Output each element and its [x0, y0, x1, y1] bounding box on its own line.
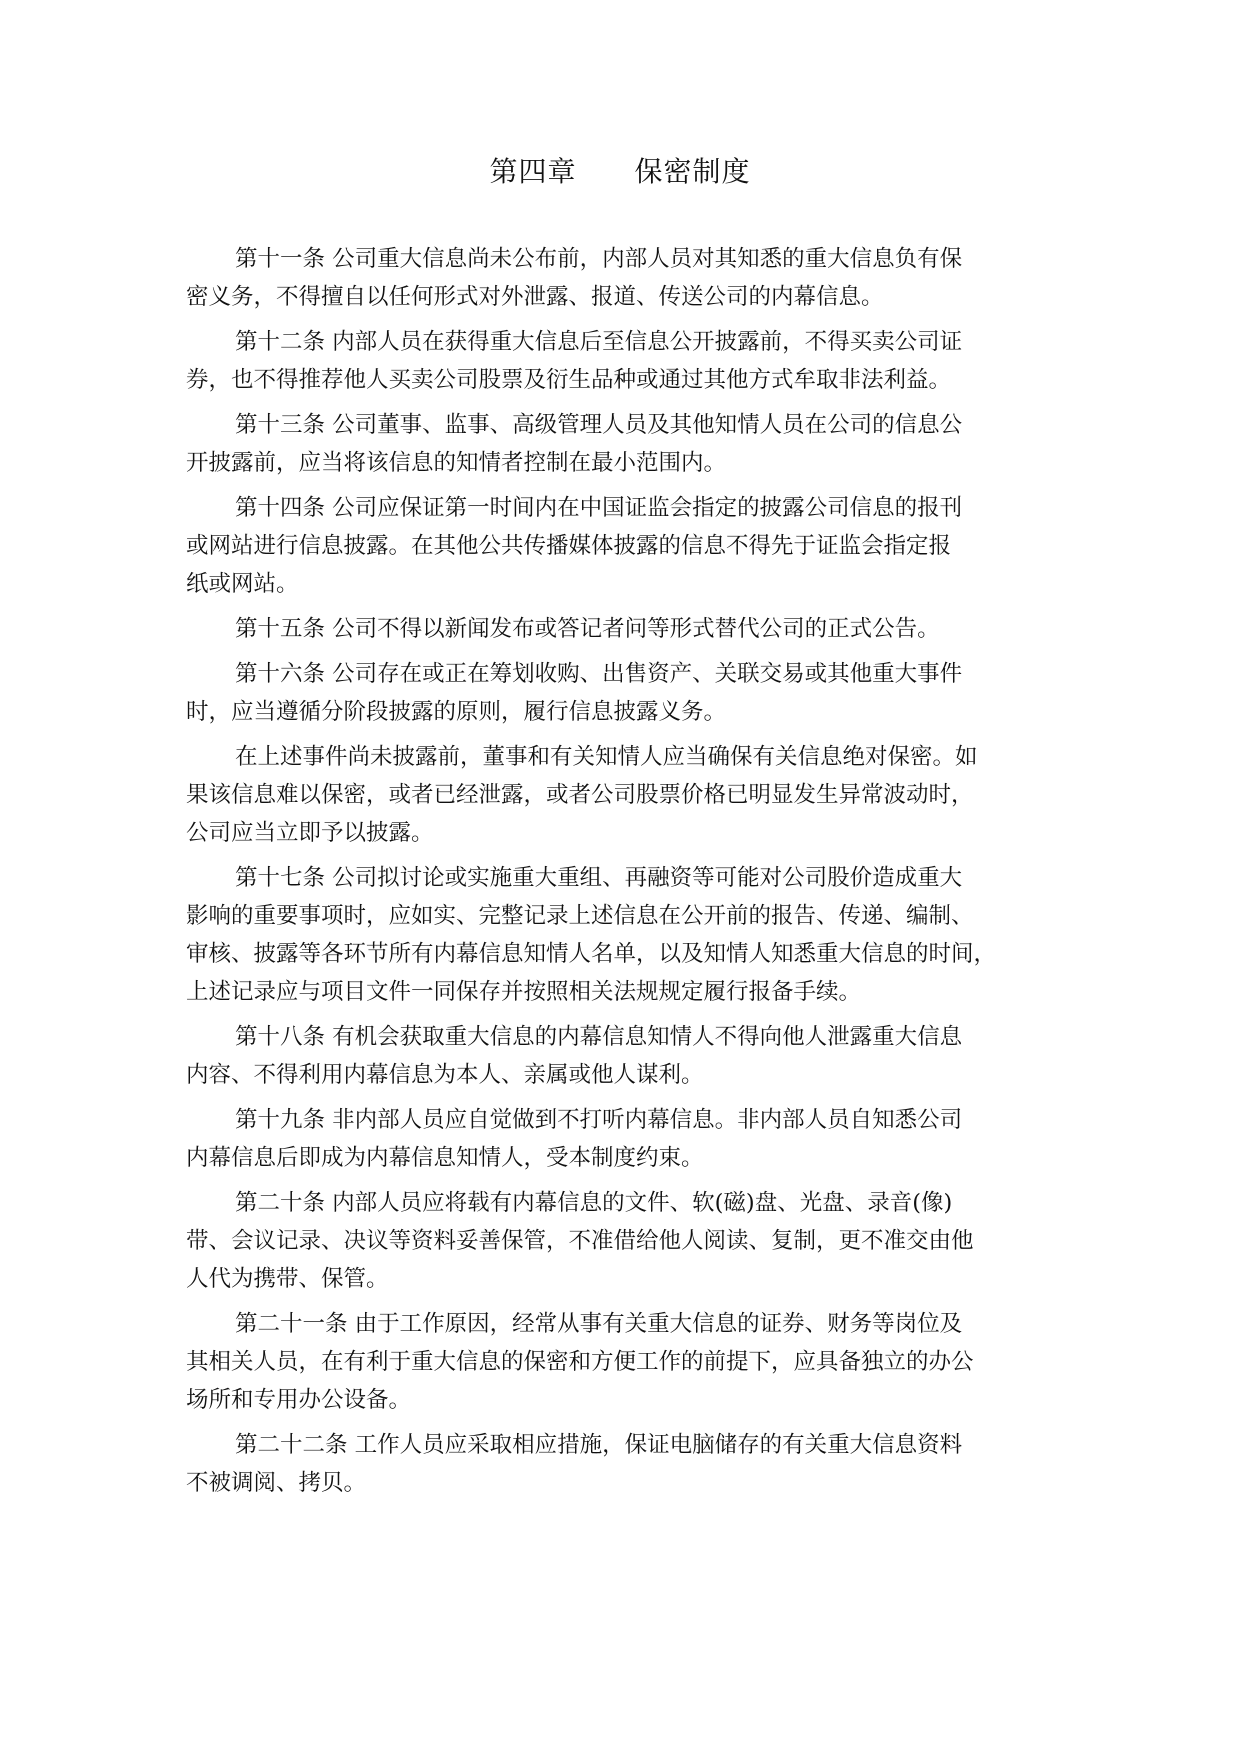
paragraph-line: 密义务，不得擅自以任何形式对外泄露、报道、传送公司的内幕信息。	[186, 284, 884, 310]
paragraph	[186, 406, 1066, 482]
paragraph-line: 其相关人员，在有利于重大信息的保密和方便工作的前提下，应具备独立的办公	[186, 1349, 974, 1375]
paragraph-line: 人代为携带、保管。	[186, 1266, 389, 1292]
paragraph-line: 开披露前，应当将该信息的知情者控制在最小范围内。	[186, 450, 727, 476]
paragraph-line: 第十三条 公司董事、监事、高级管理人员及其他知情人员在公司的信息公	[235, 412, 963, 438]
paragraph	[186, 1426, 1066, 1502]
paragraph-line: 时，应当遵循分阶段披露的原则，履行信息披露义务。	[186, 699, 727, 725]
paragraph	[186, 859, 1066, 1011]
paragraph	[186, 1018, 1066, 1094]
document-body	[186, 240, 1066, 1509]
paragraph-line: 第十五条 公司不得以新闻发布或答记者问等形式替代公司的正式公告。	[235, 616, 940, 642]
paragraph	[186, 610, 1066, 648]
paragraph-line: 上述记录应与项目文件一同保存并按照相关法规规定履行报备手续。	[186, 979, 862, 1005]
paragraph	[186, 1305, 1066, 1419]
paragraph	[186, 489, 1066, 603]
paragraph-line: 第十四条 公司应保证第一时间内在中国证监会指定的披露公司信息的报刊	[235, 495, 963, 521]
paragraph-line: 纸或网站。	[186, 571, 299, 597]
paragraph	[186, 323, 1066, 399]
paragraph-line: 内幕信息后即成为内幕信息知情人，受本制度约束。	[186, 1145, 704, 1171]
paragraph-line: 公司应当立即予以披露。	[186, 820, 434, 846]
paragraph	[186, 1184, 1066, 1298]
paragraph-line: 内容、不得利用内幕信息为本人、亲属或他人谋利。	[186, 1062, 704, 1088]
paragraph	[186, 655, 1066, 731]
paragraph-line: 第十二条 内部人员在获得重大信息后至信息公开披露前，不得买卖公司证	[235, 329, 963, 355]
chapter-title: 第四章 保密制度	[489, 155, 751, 188]
paragraph-line: 第十一条 公司重大信息尚未公布前，内部人员对其知悉的重大信息负有保	[235, 246, 963, 272]
paragraph	[186, 1101, 1066, 1177]
paragraph-line: 不被调阅、拷贝。	[186, 1470, 367, 1496]
paragraph	[186, 240, 1066, 316]
paragraph-line: 第十八条 有机会获取重大信息的内幕信息知情人不得向他人泄露重大信息	[235, 1024, 963, 1050]
paragraph-line: 或网站进行信息披露。在其他公共传播媒体披露的信息不得先于证监会指定报	[186, 533, 952, 559]
paragraph-line: 果该信息难以保密，或者已经泄露，或者公司股票价格已明显发生异常波动时，	[186, 782, 974, 808]
paragraph-line: 带、会议记录、决议等资料妥善保管，不准借给他人阅读、复制，更不准交由他	[186, 1228, 974, 1254]
paragraph-line: 审核、披露等各环节所有内幕信息知情人名单，以及知情人知悉重大信息的时间，	[186, 941, 997, 967]
paragraph-line: 影响的重要事项时，应如实、完整记录上述信息在公开前的报告、传递、编制、	[186, 903, 974, 929]
paragraph-line: 第十六条 公司存在或正在筹划收购、出售资产、关联交易或其他重大事件	[235, 661, 963, 687]
paragraph-line: 第十七条 公司拟讨论或实施重大重组、再融资等可能对公司股价造成重大	[235, 865, 963, 891]
paragraph-line: 第二十条 内部人员应将载有内幕信息的文件、软(磁)盘、光盘、录音(像)	[235, 1190, 953, 1216]
paragraph-line: 第二十二条 工作人员应采取相应措施，保证电脑储存的有关重大信息资料	[235, 1432, 963, 1458]
paragraph-line: 第二十一条 由于工作原因，经常从事有关重大信息的证券、财务等岗位及	[235, 1311, 963, 1337]
paragraph-line: 第十九条 非内部人员应自觉做到不打听内幕信息。非内部人员自知悉公司	[235, 1107, 963, 1133]
paragraph	[186, 738, 1066, 852]
paragraph-line: 场所和专用办公设备。	[186, 1387, 412, 1413]
paragraph-line: 券，也不得推荐他人买卖公司股票及衍生品种或通过其他方式牟取非法利益。	[186, 367, 952, 393]
paragraph-line: 在上述事件尚未披露前，董事和有关知情人应当确保有关信息绝对保密。如	[235, 744, 978, 770]
